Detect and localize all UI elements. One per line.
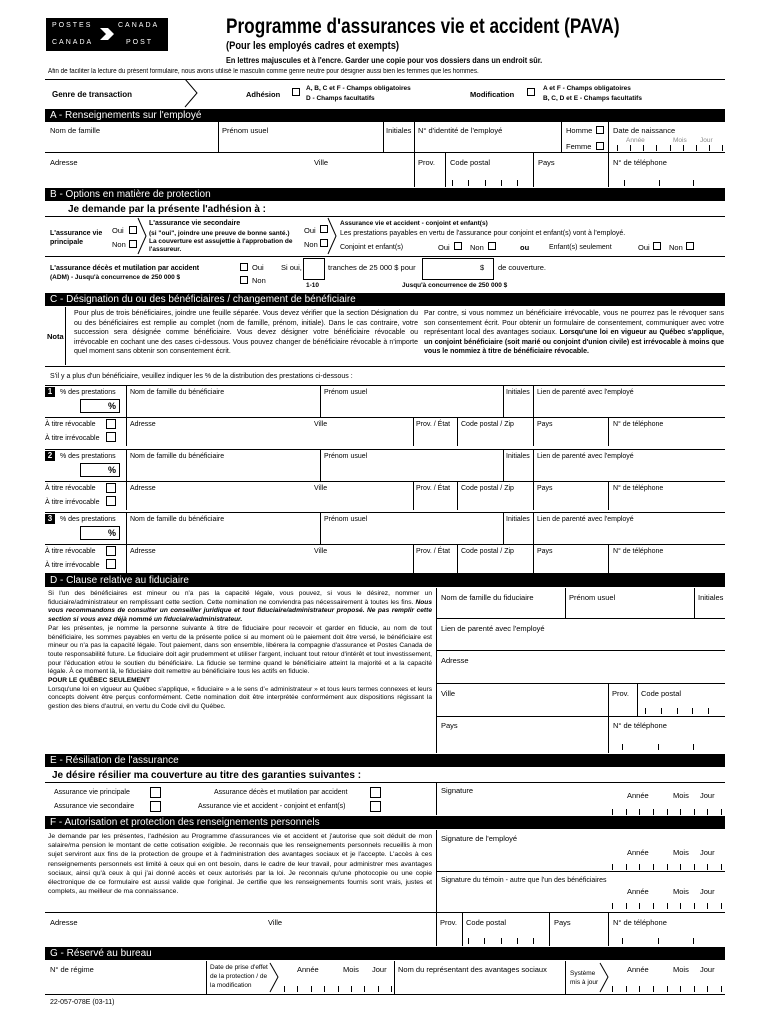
beneficiary-note-left: Pour plus de trois bénéficiaires, joindre une feuille séparée. Vous devez vérifier que la section Désignation du ou des bénéficiaires est remplie au complet (nom de famille, prénom, initiale). Dans le cas contraire, votre succession sera désignée comme bénéficiaire. Vous devez désigner votre bénéficiaire révocable ou irrévocable en cochant une des cases ci-dessous. Vous pouvez changer de bénéficiaire révocable à n'importe quel moment sans obtenir son consentement écrit. bbox=[74, 310, 418, 356]
adm-non-checkbox[interactable] bbox=[240, 276, 248, 284]
field-label: Prov. bbox=[612, 689, 629, 698]
revocable-checkbox[interactable] bbox=[106, 546, 116, 556]
couverture-label: de couverture. bbox=[498, 263, 546, 272]
oui-label: Oui bbox=[252, 263, 264, 272]
logo-text: POST bbox=[126, 39, 154, 46]
percent-sign: % bbox=[108, 465, 117, 475]
irrevocable-label: À titre irrévocable bbox=[45, 562, 100, 569]
enfants-label: Enfant(s) seulement bbox=[549, 244, 612, 251]
section-c-header: C - Désignation du ou des bénéficiaires / changement de bénéficiaire bbox=[45, 293, 725, 306]
femme-checkbox[interactable] bbox=[596, 142, 604, 150]
year-label: Année bbox=[627, 848, 649, 857]
irrevocable-checkbox[interactable] bbox=[106, 496, 116, 506]
oui-label: Oui bbox=[638, 243, 650, 252]
logo-text: CANADA bbox=[52, 39, 94, 46]
year-label: Année bbox=[297, 965, 319, 974]
ou-label: ou bbox=[520, 243, 530, 252]
percent-sign: % bbox=[108, 528, 117, 538]
vie-secondaire-note: La couverture est assujettie à l'approbation de bbox=[149, 238, 293, 245]
transaction-label: Genre de transaction bbox=[52, 90, 133, 99]
field-label: Nom de famille bbox=[50, 126, 101, 135]
day-label: Jour bbox=[700, 887, 715, 896]
field-label: Code postal bbox=[466, 918, 507, 927]
field-label: Date de naissance bbox=[613, 126, 676, 135]
non-label: Non bbox=[304, 240, 318, 249]
vie-principale-label: L'assurance vie principale bbox=[50, 230, 103, 246]
signature-label: Signature bbox=[441, 786, 474, 795]
field-label: Prov. bbox=[440, 918, 457, 927]
field-label: Code postal bbox=[641, 689, 682, 698]
field-label: Code postal / Zip bbox=[461, 421, 514, 428]
canada-post-logo bbox=[46, 18, 168, 51]
post-emblem-icon bbox=[98, 24, 116, 44]
oui-label: Oui bbox=[304, 226, 316, 235]
section-g-header: G - Réservé au bureau bbox=[45, 947, 725, 960]
field-label: N° de téléphone bbox=[613, 158, 667, 167]
field-label: Ville bbox=[268, 918, 283, 927]
revocable-label: À titre révocable bbox=[45, 485, 96, 492]
field-label: N° de téléphone bbox=[613, 721, 667, 730]
conjoint-non-checkbox[interactable] bbox=[488, 242, 496, 250]
field-label: Nom de famille du bénéficiaire bbox=[130, 516, 225, 523]
field-label: Nom de famille du bénéficiaire bbox=[130, 453, 225, 460]
modif-optional: B, C, D et E - Champs facultatifs bbox=[543, 95, 642, 102]
year-label: Année bbox=[626, 137, 645, 144]
field-label: Pays bbox=[537, 485, 553, 492]
adhesion-required: A, B, C et F - Champs obligatoires bbox=[306, 85, 411, 92]
field-label: Initiales bbox=[506, 453, 530, 460]
year-label: Année bbox=[627, 965, 649, 974]
field-label: Prénom usuel bbox=[569, 593, 616, 602]
si-oui-label: Si oui, bbox=[281, 263, 302, 272]
field-label: Lien de parenté avec l'employé bbox=[537, 453, 634, 460]
tranches-label: tranches de 25 000 $ pour bbox=[328, 263, 416, 272]
vie-secondaire-note: l'assureur. bbox=[149, 246, 182, 253]
employee-signature-label: Signature de l'employé bbox=[441, 834, 518, 843]
field-label: Pays bbox=[537, 548, 553, 555]
day-label: Jour bbox=[700, 137, 713, 144]
field-label: Initiales bbox=[506, 389, 530, 396]
field-label: Prénom usuel bbox=[324, 453, 368, 460]
day-label: Jour bbox=[700, 848, 715, 857]
vie-secondaire-note: (si "oui", joindre une preuve de bonne santé.) bbox=[149, 230, 290, 237]
day-label: Jour bbox=[700, 791, 715, 800]
page-subtitle: (Pour les employés cadres et exempts) bbox=[226, 40, 400, 52]
cancel-label: Assurance vie principale bbox=[54, 789, 130, 796]
irrevocable-checkbox[interactable] bbox=[106, 559, 116, 569]
field-label: % des prestations bbox=[60, 453, 116, 460]
tranches-input[interactable] bbox=[303, 258, 325, 280]
field-label: Pays bbox=[537, 421, 553, 428]
field-label: N° de téléphone bbox=[613, 548, 664, 555]
field-label: Nom du représentant des avantages sociaux bbox=[398, 965, 547, 974]
section-b-header: B - Options en matière de protection bbox=[45, 188, 725, 201]
revocable-label: À titre révocable bbox=[45, 548, 96, 555]
field-label: Adresse bbox=[50, 918, 78, 927]
field-label: Nom de famille du bénéficiaire bbox=[130, 389, 225, 396]
form-number: 22-057-078E (03-11) bbox=[50, 999, 115, 1006]
section-e-header: E - Résiliation de l'assurance bbox=[45, 754, 725, 767]
adm-max: (ADM) - Jusqu'à concurrence de 250 000 $ bbox=[50, 274, 181, 281]
adm-label: L'assurance décès et mutilation par accident bbox=[50, 265, 200, 272]
month-label: Mois bbox=[673, 137, 687, 144]
field-label: Ville bbox=[314, 548, 328, 555]
year-label: Année bbox=[627, 791, 649, 800]
field-label: N° d'identité de l'employé bbox=[418, 126, 503, 135]
range-label: 1-10 bbox=[306, 282, 320, 289]
month-label: Mois bbox=[343, 965, 359, 974]
field-label: Adresse bbox=[50, 158, 78, 167]
section-a-header: A - Renseignements sur l'employé bbox=[45, 109, 725, 122]
month-label: Mois bbox=[673, 887, 689, 896]
gender-note: Afin de faciliter la lecture du présent formulaire, nous avons utilisé le masculin comme genre neutre pour désigner aussi bien les femmes que les hommes. bbox=[48, 68, 479, 75]
field-label: Prov. bbox=[418, 158, 435, 167]
oui-label: Oui bbox=[112, 226, 124, 235]
beneficiary-number: 3 bbox=[45, 514, 55, 524]
field-label: Lien de parenté avec l'employé bbox=[537, 516, 634, 523]
field-label: mis à jour bbox=[570, 979, 599, 986]
section-f-header: F - Autorisation et protection des renseignements personnels bbox=[45, 816, 725, 829]
adhesion-optional: D - Champs facultatifs bbox=[306, 95, 375, 102]
modification-label: Modification bbox=[470, 90, 515, 99]
dollar-label: $ bbox=[480, 263, 485, 272]
field-label: Adresse bbox=[130, 485, 156, 492]
trustee-clause-text: Si l'un des bénéficiaires est mineur ou n'a pas la capacité légale, vous pouvez, si vous le désirez, nommer un fiduciaire/administrateur en remplissant cette section. Cette nomination ne conviendra pas nécessairement à toutes les fins. Nous vous recommandons de consulter un conseiller juridique et tout fiduciaire/administrateur proposé. Ne pas remplir cette section si vous avez déjà nommé un fiduciaire/administrateur. Par les présentes, je nomme la personne suivante à titre de fiduciaire pour recevoir et garder en fiducie, au nom de tout bénéficiaire, les sommes payables en vertu de la présente police si au moment où le paiement doit être versé, le bénéficiaire est mineur ou n'a pas la capacité légale. Tout paiement, dans son ensemble, libérera la compagnie d'assurance et Postes Canada de toute responsabilité future. Le fiduciaire doit agir prudemment et utiliser l'argent, incluant tout retour d'intérêt et tout investissement, pour l'éducation et/ou le soutien du bénéficiaire. La fiducie se termine quand le bénéficiaire atteint la majorité et a la capacité légale. À ce moment là, le fiduciaire doit remettre au bénéficiaire tous les actifs en fiducie. POUR LE QUÉBEC SEULEMENT Lorsqu'une loi en vigueur au Québec s'applique, « fiduciaire » a le sens d'« administrateur » et tous leurs termes connexes et leurs concepts doivent être perçus conformément. Cette nomination doit être interprétée conformément aux dispositions régissant la gestion des biens d'autrui, en vertu du Code civil du Québec. bbox=[48, 590, 432, 711]
field-label: Ville bbox=[314, 158, 329, 167]
authorization-text: Je demande par les présentes, l'adhésion au Programme d'assurances vie et accident et j'autorise que soit déduit de mon salaire/ma pension le montant de cette cotisation exigible. Je reconnais que les renseignements personnels recueillis à mon sujet serviront aux fins de la protection de groupe et à l'administration des avantages sociaux et je l'accepte. L'accès à ces renseignements personnels est limité à ceux qui en ont besoin, dans le cadre de leur travail, pour administrer mes avantages sociaux, ainsi qu'à ceux à qui j'ai donné accès et ceux autorisés par la loi. Je reconnais qu'une photocopie ou une copie électronique de ce formulaire est aussi valide que l'original. Je certifie que les renseignements fournis sont vrais, justes et complets, au meilleur de ma connaissance. bbox=[48, 833, 432, 896]
field-label: Initiales bbox=[386, 126, 412, 135]
date-ticks[interactable] bbox=[612, 809, 722, 815]
month-label: Mois bbox=[673, 965, 689, 974]
cancel-label: Assurance vie et accident - conjoint et enfant(s) bbox=[198, 803, 346, 810]
field-label: % des prestations bbox=[60, 516, 116, 523]
revocable-label: À titre révocable bbox=[45, 421, 96, 428]
enfants-oui-checkbox[interactable] bbox=[653, 242, 661, 250]
non-label: Non bbox=[669, 243, 683, 252]
day-label: Jour bbox=[372, 965, 387, 974]
non-label: Non bbox=[470, 243, 484, 252]
field-label: Code postal bbox=[450, 158, 491, 167]
field-label: Nom de famille du fiduciaire bbox=[441, 593, 534, 602]
modif-required: A et F - Champs obligatoires bbox=[543, 85, 631, 92]
cancel-conjoint-checkbox[interactable] bbox=[370, 801, 381, 812]
nota-label: Nota bbox=[47, 332, 64, 341]
field-label: N° de téléphone bbox=[613, 918, 667, 927]
field-label: Pays bbox=[441, 721, 458, 730]
conjoint-text: Les prestations payables en vertu de l'assurance pour conjoint et enfant(s) vont à l'employé. bbox=[340, 230, 626, 237]
field-label: Date de prise d'effet bbox=[210, 964, 268, 971]
modification-checkbox[interactable] bbox=[527, 88, 535, 96]
page-title: Programme d'assurances vie et accident (PAVA) bbox=[226, 15, 620, 38]
conjoint-title: Assurance vie et accident - conjoint et enfant(s) bbox=[340, 220, 488, 227]
cancel-label: Assurance décès et mutilation par accident bbox=[214, 789, 348, 796]
non-label: Non bbox=[252, 276, 266, 285]
cancel-vie-secondaire-checkbox[interactable] bbox=[150, 801, 161, 812]
field-label: Prénom usuel bbox=[222, 126, 269, 135]
field-label: Code postal / Zip bbox=[461, 548, 514, 555]
field-label: Prénom usuel bbox=[324, 389, 368, 396]
field-label: Adresse bbox=[130, 421, 156, 428]
instruction: En lettres majuscules et à l'encre. Garder une copie pour vos dossiers dans un endroit sûr. bbox=[226, 55, 543, 65]
revocable-checkbox[interactable] bbox=[106, 483, 116, 493]
adm-oui-checkbox[interactable] bbox=[240, 263, 248, 271]
beneficiary-number: 2 bbox=[45, 451, 55, 461]
conjoint-label: Conjoint et enfant(s) bbox=[340, 244, 404, 251]
irrevocable-label: À titre irrévocable bbox=[45, 435, 100, 442]
date-ticks[interactable] bbox=[617, 145, 723, 151]
month-label: Mois bbox=[673, 848, 689, 857]
logo-text: CANADA bbox=[118, 22, 160, 29]
field-label: Femme bbox=[566, 142, 592, 151]
witness-signature-label: Signature du témoin - autre que l'un des bénéficiaires bbox=[441, 877, 607, 884]
field-label: Initiales bbox=[698, 593, 724, 602]
adhesion-checkbox[interactable] bbox=[292, 88, 300, 96]
field-label: Lien de parenté avec l'employé bbox=[537, 389, 634, 396]
field-label: Système bbox=[570, 970, 596, 977]
field-label: de la protection / de bbox=[210, 973, 268, 980]
homme-checkbox[interactable] bbox=[596, 126, 604, 134]
beneficiary-number: 1 bbox=[45, 387, 55, 397]
day-label: Jour bbox=[700, 965, 715, 974]
beneficiary-note-right: Par contre, si vous nommez un bénéficiaire irrévocable, vous ne pourrez pas le révoquer sans son consentement écrit. Pour obtenir un formulaire de consentement, communiquer avec votre représentant local des avantages sociaux. Lorsqu'une loi en vigueur au Québec s'applique, un conjoint bénéficiaire (soit marié ou conjoint d'union civile) est irrévocable à moins que vous le nommiez à titre de bénéficiaire révocable. bbox=[424, 310, 724, 356]
conjoint-oui-checkbox[interactable] bbox=[454, 242, 462, 250]
max-label: Jusqu'à concurrence de 250 000 $ bbox=[402, 282, 508, 289]
non-label: Non bbox=[112, 240, 126, 249]
field-label: % des prestations bbox=[60, 389, 116, 396]
oui-label: Oui bbox=[438, 243, 450, 252]
field-label: Code postal / Zip bbox=[461, 485, 514, 492]
irrevocable-checkbox[interactable] bbox=[106, 432, 116, 442]
field-label: Initiales bbox=[506, 516, 530, 523]
field-label: Ville bbox=[441, 689, 456, 698]
percent-sign: % bbox=[108, 401, 117, 411]
field-label: Ville bbox=[314, 421, 328, 428]
logo-text: POSTES bbox=[52, 22, 93, 29]
field-label: Lien de parenté avec l'employé bbox=[441, 624, 545, 633]
field-label: Adresse bbox=[441, 656, 469, 665]
section-e-heading: Je désire résilier ma couverture au titre des garanties suivantes : bbox=[52, 770, 362, 781]
cancel-vie-principale-checkbox[interactable] bbox=[150, 787, 161, 798]
month-label: Mois bbox=[673, 791, 689, 800]
field-label: Prov. / État bbox=[416, 421, 451, 428]
field-label: Prov. / État bbox=[416, 548, 451, 555]
field-label: Pays bbox=[538, 158, 555, 167]
field-label: N° de téléphone bbox=[613, 421, 664, 428]
revocable-checkbox[interactable] bbox=[106, 419, 116, 429]
vie-secondaire-title: L'assurance vie secondaire bbox=[149, 220, 241, 227]
field-label: la modification bbox=[210, 982, 252, 989]
field-label: N° de régime bbox=[50, 965, 94, 974]
field-label: Adresse bbox=[130, 548, 156, 555]
field-label: Prénom usuel bbox=[324, 516, 368, 523]
field-label: Prov. / État bbox=[416, 485, 451, 492]
section-b-heading: Je demande par la présente l'adhésion à : bbox=[68, 204, 267, 215]
year-label: Année bbox=[627, 887, 649, 896]
enfants-non-checkbox[interactable] bbox=[686, 242, 694, 250]
field-label: Pays bbox=[554, 918, 571, 927]
field-label: Homme bbox=[566, 126, 593, 135]
section-d-header: D - Clause relative au fiduciaire bbox=[45, 574, 725, 587]
field-label: N° de téléphone bbox=[613, 485, 664, 492]
cancel-label: Assurance vie secondaire bbox=[54, 803, 135, 810]
adhesion-label: Adhésion bbox=[246, 90, 281, 99]
distribution-instruction: S'il y a plus d'un bénéficiaire, veuillez indiquer les % de la distribution des prestations ci-dessous : bbox=[50, 373, 353, 380]
irrevocable-label: À titre irrévocable bbox=[45, 499, 100, 506]
cancel-adm-checkbox[interactable] bbox=[370, 787, 381, 798]
field-label: Ville bbox=[314, 485, 328, 492]
